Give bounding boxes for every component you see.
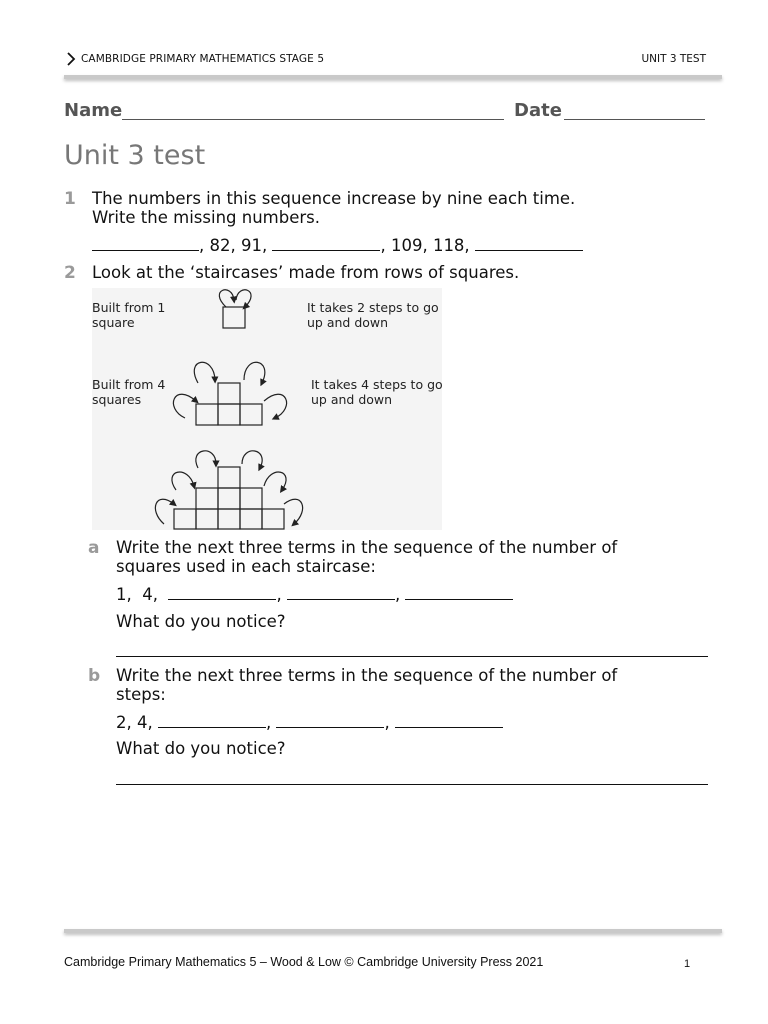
- part-b-answer-line[interactable]: [116, 784, 708, 785]
- part-b-notice-prompt: What do you notice?: [116, 739, 286, 758]
- chevron-right-icon: [64, 51, 78, 67]
- caption-1-right: It takes 2 steps to go up and down: [307, 300, 439, 330]
- part-a-answer-line[interactable]: [116, 656, 708, 657]
- separator: ,: [265, 713, 277, 732]
- sequence-prefix: 2, 4,: [116, 713, 158, 732]
- separator: ,: [384, 713, 395, 732]
- caption-2-right: It takes 4 steps to go up and down: [311, 377, 443, 407]
- square: [218, 383, 240, 404]
- header-course-title: CAMBRIDGE PRIMARY MATHEMATICS STAGE 5: [81, 53, 325, 65]
- date-field[interactable]: [564, 119, 705, 120]
- answer-blank[interactable]: [287, 585, 395, 600]
- question-1-text-line2: Write the missing numbers.: [92, 208, 320, 227]
- square: [240, 404, 262, 425]
- square: [218, 404, 240, 425]
- square: [223, 307, 245, 328]
- part-a-text-line2: squares used in each staircase:: [116, 557, 376, 576]
- page-number: 1: [684, 958, 691, 970]
- square: [218, 488, 240, 509]
- date-label: Date: [514, 100, 562, 121]
- sequence-prefix: 1, 4,: [116, 585, 169, 604]
- question-1-text-line1: The numbers in this sequence increase by nine each time.: [92, 189, 576, 208]
- staircase-figure: [92, 288, 442, 530]
- part-b-letter: b: [88, 666, 101, 686]
- part-a-text-line1: Write the next three terms in the sequence of the number of: [116, 538, 618, 557]
- answer-blank[interactable]: [395, 713, 503, 728]
- part-b-sequence: [116, 713, 503, 732]
- answer-blank[interactable]: [92, 236, 199, 251]
- question-2-text: Look at the ‘staircases’ made from rows of squares.: [92, 263, 520, 282]
- question-1-number: 1: [64, 189, 76, 209]
- question-2-number: 2: [64, 263, 76, 283]
- page-title: Unit 3 test: [64, 140, 206, 171]
- square: [196, 488, 218, 509]
- answer-blank[interactable]: [475, 236, 583, 251]
- name-label: Name: [64, 100, 123, 121]
- part-b-text-line1: Write the next three terms in the sequence of the number of: [116, 666, 618, 685]
- sequence-text: , 82, 91,: [199, 236, 273, 255]
- answer-blank[interactable]: [405, 585, 513, 600]
- caption-1-left: Built from 1 square: [92, 300, 166, 330]
- square: [262, 509, 284, 529]
- sequence-text: , 109, 118,: [380, 236, 475, 255]
- name-field[interactable]: [122, 119, 504, 120]
- square: [240, 509, 262, 529]
- square: [240, 488, 262, 509]
- separator: ,: [394, 585, 406, 604]
- square: [218, 509, 240, 529]
- answer-blank[interactable]: [158, 713, 266, 728]
- question-1-sequence: [92, 236, 583, 255]
- square: [196, 509, 218, 529]
- part-a-sequence: [116, 585, 513, 604]
- footer-copyright: Cambridge Primary Mathematics 5 – Wood & Low © Cambridge University Press 2021: [64, 955, 544, 969]
- part-a-letter: a: [88, 538, 100, 558]
- caption-2-left: Built from 4 squares: [92, 377, 166, 407]
- part-b-text-line2: steps:: [116, 685, 166, 704]
- separator: ,: [276, 585, 287, 604]
- answer-blank[interactable]: [276, 713, 384, 728]
- header-divider: [64, 75, 722, 79]
- answer-blank[interactable]: [272, 236, 380, 251]
- square: [196, 404, 218, 425]
- footer-divider: [64, 929, 722, 933]
- part-a-notice-prompt: What do you notice?: [116, 612, 286, 631]
- answer-blank[interactable]: [168, 585, 276, 600]
- header-unit-label: UNIT 3 TEST: [641, 53, 706, 65]
- square: [174, 509, 196, 529]
- square: [218, 467, 240, 488]
